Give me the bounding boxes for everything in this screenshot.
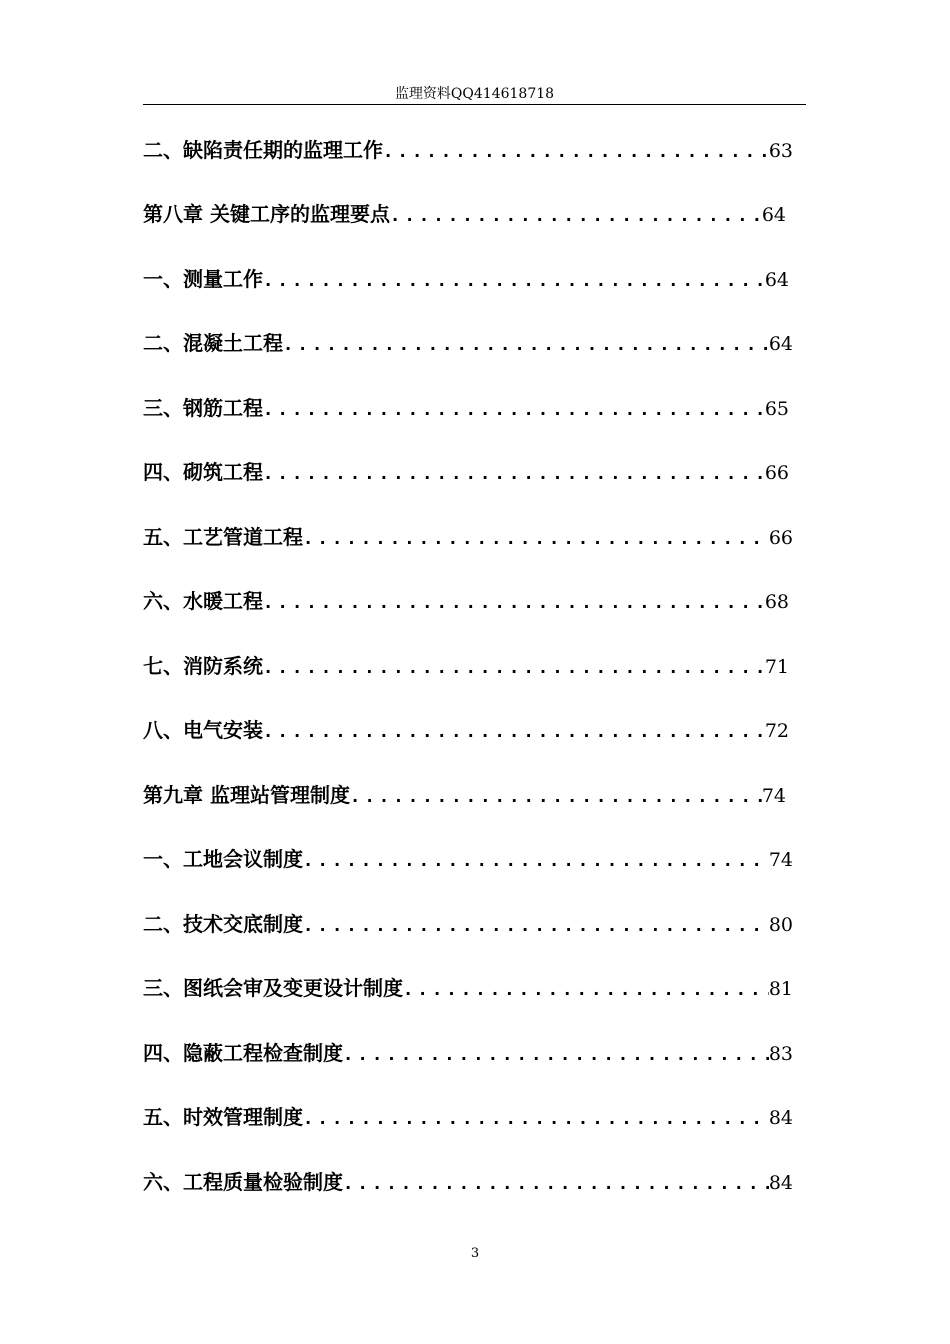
page-header: 监理资料QQ414618718: [394, 86, 555, 102]
toc-entry-page: 68: [764, 591, 789, 613]
toc-entry-page: 64: [761, 204, 786, 226]
header-divider: [143, 104, 806, 105]
toc-entry-title: 五、工艺管道工程: [143, 525, 303, 549]
toc-entry[interactable]: [143, 1102, 793, 1132]
toc-entry[interactable]: [143, 199, 786, 229]
toc-dot-leader: [403, 975, 769, 1003]
toc-entry-title: 二、混凝土工程: [143, 331, 283, 355]
toc-entry[interactable]: [143, 264, 789, 294]
toc-entry[interactable]: [143, 715, 789, 745]
toc-entry[interactable]: [143, 1038, 793, 1068]
toc-entry[interactable]: [143, 973, 793, 1003]
toc-dot-leader: [350, 782, 762, 810]
toc-entry-page: 66: [768, 527, 793, 549]
toc-entry-page: 74: [761, 785, 786, 807]
toc-dot-leader: [263, 717, 765, 745]
toc-entry-title: 五、时效管理制度: [143, 1105, 303, 1129]
toc-entry-title: 三、图纸会审及变更设计制度: [143, 976, 403, 1000]
toc-entry[interactable]: [143, 457, 789, 487]
toc-entry-title: 一、工地会议制度: [143, 847, 303, 871]
toc-entry-title: 一、测量工作: [143, 267, 263, 291]
toc-entry-page: 66: [764, 462, 789, 484]
toc-entry-title: 八、电气安装: [143, 718, 263, 742]
toc-dot-leader: [263, 588, 765, 616]
toc-dot-leader: [263, 266, 765, 294]
toc-entry-page: 63: [768, 140, 793, 162]
toc-dot-leader: [383, 137, 769, 165]
toc-entry-page: 71: [764, 656, 789, 678]
toc-entry-title: 二、缺陷责任期的监理工作: [143, 138, 383, 162]
toc-entry-title: 二、技术交底制度: [143, 912, 303, 936]
toc-entry[interactable]: [143, 844, 793, 874]
toc-entry-page: 65: [764, 398, 789, 420]
toc-entry[interactable]: [143, 328, 793, 358]
toc-dot-leader: [263, 459, 765, 487]
toc-entry[interactable]: [143, 393, 789, 423]
toc-dot-leader: [283, 330, 769, 358]
toc-dot-leader: [263, 653, 765, 681]
toc-dot-leader: [390, 201, 762, 229]
toc-entry-page: 74: [768, 849, 793, 871]
toc-entry[interactable]: [143, 1167, 793, 1197]
toc-entry[interactable]: [143, 586, 789, 616]
toc-entry[interactable]: [143, 909, 793, 939]
toc-entry-title: 三、钢筋工程: [143, 396, 263, 420]
toc-entry[interactable]: [143, 522, 793, 552]
toc-entry-page: 81: [768, 978, 793, 1000]
toc-entry[interactable]: [143, 651, 789, 681]
toc-entry-page: 72: [764, 720, 789, 742]
toc-dot-leader: [343, 1169, 769, 1197]
toc-dot-leader: [303, 846, 769, 874]
page-number: 3: [470, 1246, 480, 1261]
toc-entry-title: 四、隐蔽工程检查制度: [143, 1041, 343, 1065]
toc-entry-page: 64: [768, 333, 793, 355]
toc-entry-title: 第九章 监理站管理制度: [143, 783, 350, 807]
toc-dot-leader: [303, 911, 769, 939]
toc-entry-page: 84: [768, 1107, 793, 1129]
toc-entry-title: 七、消防系统: [143, 654, 263, 678]
toc-entry-title: 第八章 关键工序的监理要点: [143, 202, 390, 226]
toc-entry-page: 80: [768, 914, 793, 936]
toc-dot-leader: [343, 1040, 769, 1068]
toc-entry[interactable]: [143, 135, 793, 165]
toc-entry-page: 64: [764, 269, 789, 291]
toc-dot-leader: [303, 524, 769, 552]
toc-entry-page: 84: [768, 1172, 793, 1194]
toc-entry[interactable]: [143, 780, 786, 810]
toc-dot-leader: [303, 1104, 769, 1132]
toc-entry-page: 83: [768, 1043, 793, 1065]
toc-entry-title: 四、砌筑工程: [143, 460, 263, 484]
toc-dot-leader: [263, 395, 765, 423]
toc-entry-title: 六、水暖工程: [143, 589, 263, 613]
toc-entry-title: 六、工程质量检验制度: [143, 1170, 343, 1194]
